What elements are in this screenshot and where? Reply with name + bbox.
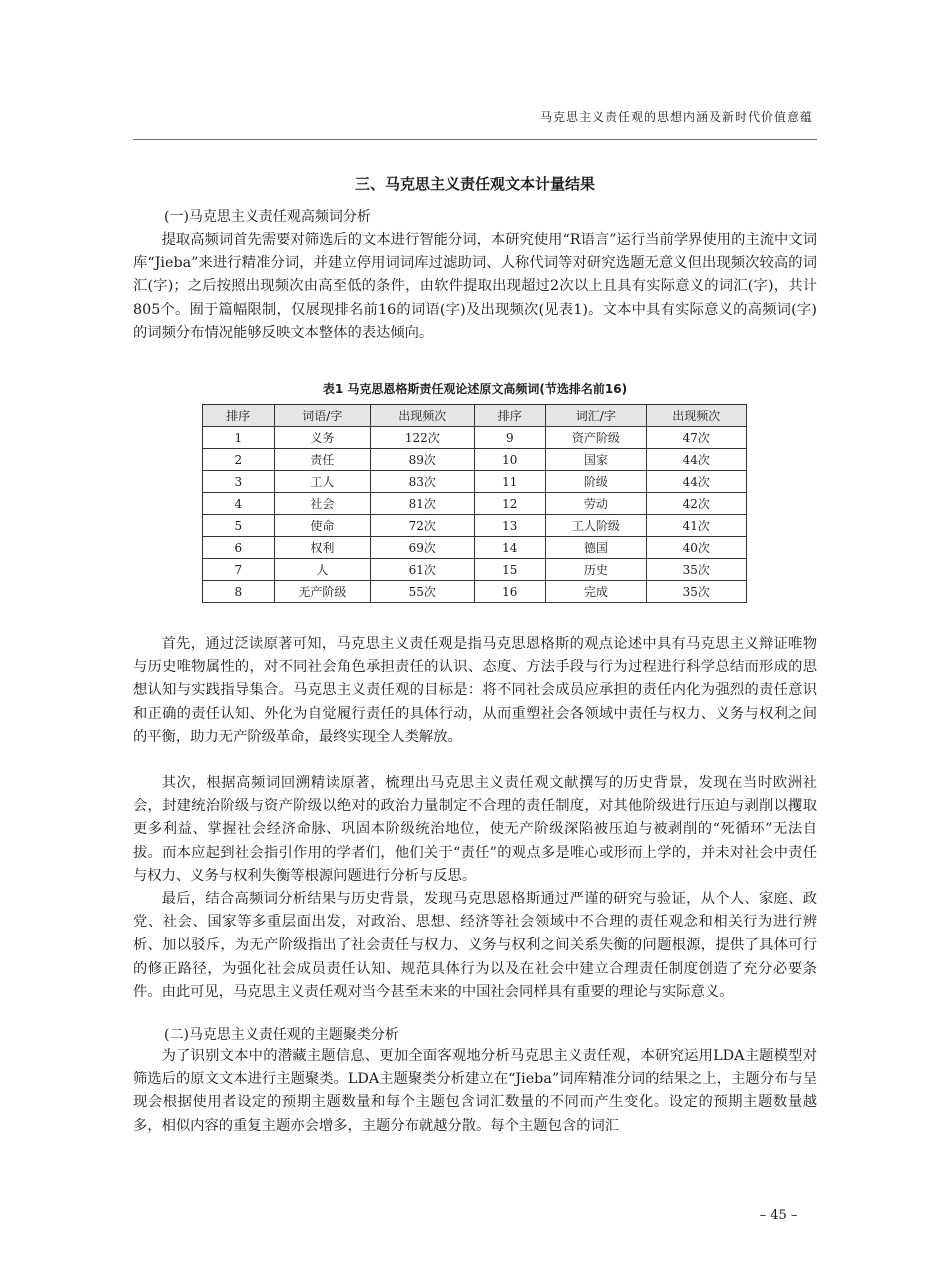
table-cell: 完成 <box>546 581 646 603</box>
table-row <box>203 449 747 471</box>
table-cell: 2 <box>203 449 275 471</box>
table-cell: 47次 <box>646 427 746 449</box>
table-cell: 69次 <box>371 537 474 559</box>
table-row <box>203 427 747 449</box>
table-cell: 人 <box>274 559 370 581</box>
table-header-cell: 排序 <box>474 405 546 427</box>
table-row <box>203 581 747 603</box>
frequency-table <box>202 404 747 603</box>
table-cell: 责任 <box>274 449 370 471</box>
table-cell: 81次 <box>371 493 474 515</box>
table-row <box>203 471 747 493</box>
table-header-cell: 词汇/字 <box>546 405 646 427</box>
table-cell: 55次 <box>371 581 474 603</box>
table-cell: 35次 <box>646 581 746 603</box>
subsection-heading-1: (一)马克思主义责任观高频词分析 <box>164 209 371 225</box>
running-header: 马克思主义责任观的思想内涵及新时代价值意蕴 <box>539 110 813 124</box>
table-cell: 42次 <box>646 493 746 515</box>
table-header-row <box>203 405 747 427</box>
table-header-cell: 出现频次 <box>646 405 746 427</box>
table-cell: 劳动 <box>546 493 646 515</box>
paragraph-3: 其次，根据高频词回溯精读原著，梳理出马克思主义责任观文献撰写的历史背景，发现在当时欧洲社会，封建统治阶级与资产阶级以绝对的政治力量制定不合理的责任制度，对其他阶级进行压迫与剥削以攫取更多利益、掌握社会经济命脉、巩固本阶级统治地位，使无产阶级深陷被压迫与被剥削的“死循环”无法自拔。而本应起到社会指引作用的学者们，他们关于“责任”的观点多是唯心或形而上学的，并未对社会中责任与权力、义务与权利失衡等根源问题进行分析与反思。 <box>133 775 817 884</box>
table-cell: 89次 <box>371 449 474 471</box>
paragraph-1: 提取高频词首先需要对筛选后的文本进行智能分词，本研究使用“R语言”运行当前学界使用的主流中文词库“Jieba”来进行精准分词，并建立停用词词库过滤助词、人称代词等对研究选题无意义但出现频次较高的词汇(字)；之后按照出现频次由高至低的条件，由软件提取出现超过2次以上且具有实际意义的词汇(字)，共计805个。囿于篇幅限制，仅展现排名前16的词语(字)及出现频次(见表1)。文本中具有实际意义的高频词(字)的词频分布情况能够反映文本整体的表达倾向。 <box>133 232 817 341</box>
table-cell: 社会 <box>274 493 370 515</box>
paragraph-4: 最后，结合高频词分析结果与历史背景，发现马克思恩格斯通过严谨的研究与验证，从个人、家庭、政党、社会、国家等多重层面出发，对政治、思想、经济等社会领域中不合理的责任观念和相关行为进行辨析、加以驳斥，为无产阶级指出了社会责任与权力、义务与权利之间关系失衡的问题根源，提供了具体可行的修正路径，为强化社会成员责任认知、规范具体行为以及在社会中建立合理责任制度创造了充分必要条件。由此可见，马克思主义责任观对当今甚至未来的中国社会同样具有重要的理论与实际意义。 <box>133 891 817 1000</box>
table-cell: 10 <box>474 449 546 471</box>
table-cell: 61次 <box>371 559 474 581</box>
table-row <box>203 559 747 581</box>
table-cell: 13 <box>474 515 546 537</box>
table-cell: 83次 <box>371 471 474 493</box>
table-row <box>203 493 747 515</box>
table-cell: 7 <box>203 559 275 581</box>
table-body <box>203 427 747 603</box>
page-number: – 45 – <box>759 1208 798 1223</box>
table-cell: 40次 <box>646 537 746 559</box>
header-rule <box>133 139 817 140</box>
table-header-cell: 出现频次 <box>371 405 474 427</box>
table-cell: 8 <box>203 581 275 603</box>
section-title: 三、马克思主义责任观文本计量结果 <box>354 175 595 193</box>
table-cell: 3 <box>203 471 275 493</box>
table-cell: 4 <box>203 493 275 515</box>
table-cell: 72次 <box>371 515 474 537</box>
table-cell: 无产阶级 <box>274 581 370 603</box>
table-cell: 122次 <box>371 427 474 449</box>
table-cell: 资产阶级 <box>546 427 646 449</box>
table-cell: 5 <box>203 515 275 537</box>
table-cell: 德国 <box>546 537 646 559</box>
table-cell: 44次 <box>646 449 746 471</box>
table-cell: 35次 <box>646 559 746 581</box>
table-cell: 义务 <box>274 427 370 449</box>
table-cell: 国家 <box>546 449 646 471</box>
table-cell: 41次 <box>646 515 746 537</box>
table-cell: 工人 <box>274 471 370 493</box>
table-cell: 11 <box>474 471 546 493</box>
subsection-heading-2: (二)马克思主义责任观的主题聚类分析 <box>164 1027 399 1043</box>
table-cell: 16 <box>474 581 546 603</box>
table-cell: 使命 <box>274 515 370 537</box>
table-cell: 9 <box>474 427 546 449</box>
table-cell: 权利 <box>274 537 370 559</box>
table-cell: 6 <box>203 537 275 559</box>
table-cell: 44次 <box>646 471 746 493</box>
table-cell: 1 <box>203 427 275 449</box>
table-cell: 阶级 <box>546 471 646 493</box>
table-header-cell: 排序 <box>203 405 275 427</box>
table-cell: 15 <box>474 559 546 581</box>
table-cell: 历史 <box>546 559 646 581</box>
table-header-cell: 词语/字 <box>274 405 370 427</box>
paragraph-5: 为了识别文本中的潜藏主题信息、更加全面客观地分析马克思主义责任观，本研究运用LDA主题模型对筛选后的原文文本进行主题聚类。LDA主题聚类分析建立在“Jieba”词库精准分词的结果之上，主题分布与呈现会根据使用者设定的预期主题数量和每个主题包含词汇数量的不同而产生变化。设定的预期主题数量越多，相似内容的重复主题亦会增多，主题分布就越分散。每个主题包含的词汇 <box>133 1048 817 1134</box>
paragraph-2: 首先，通过泛读原著可知，马克思主义责任观是指马克思恩格斯的观点论述中具有马克思主义辩证唯物与历史唯物属性的，对不同社会角色承担责任的认识、态度、方法手段与行为过程进行科学总结而形成的思想认知与实践指导集合。马克思主义责任观的目标是：将不同社会成员应承担的责任内化为强烈的责任意识和正确的责任认知、外化为自觉履行责任的具体行动，从而重塑社会各领域中责任与权力、义务与权利之间的平衡，助力无产阶级革命，最终实现全人类解放。 <box>133 636 817 745</box>
table-cell: 12 <box>474 493 546 515</box>
table-caption: 表1 马克思恩格斯责任观论述原文高频词(节选排名前16) <box>322 382 628 396</box>
table-row <box>203 537 747 559</box>
table-cell: 14 <box>474 537 546 559</box>
table-cell: 工人阶级 <box>546 515 646 537</box>
table-row <box>203 515 747 537</box>
